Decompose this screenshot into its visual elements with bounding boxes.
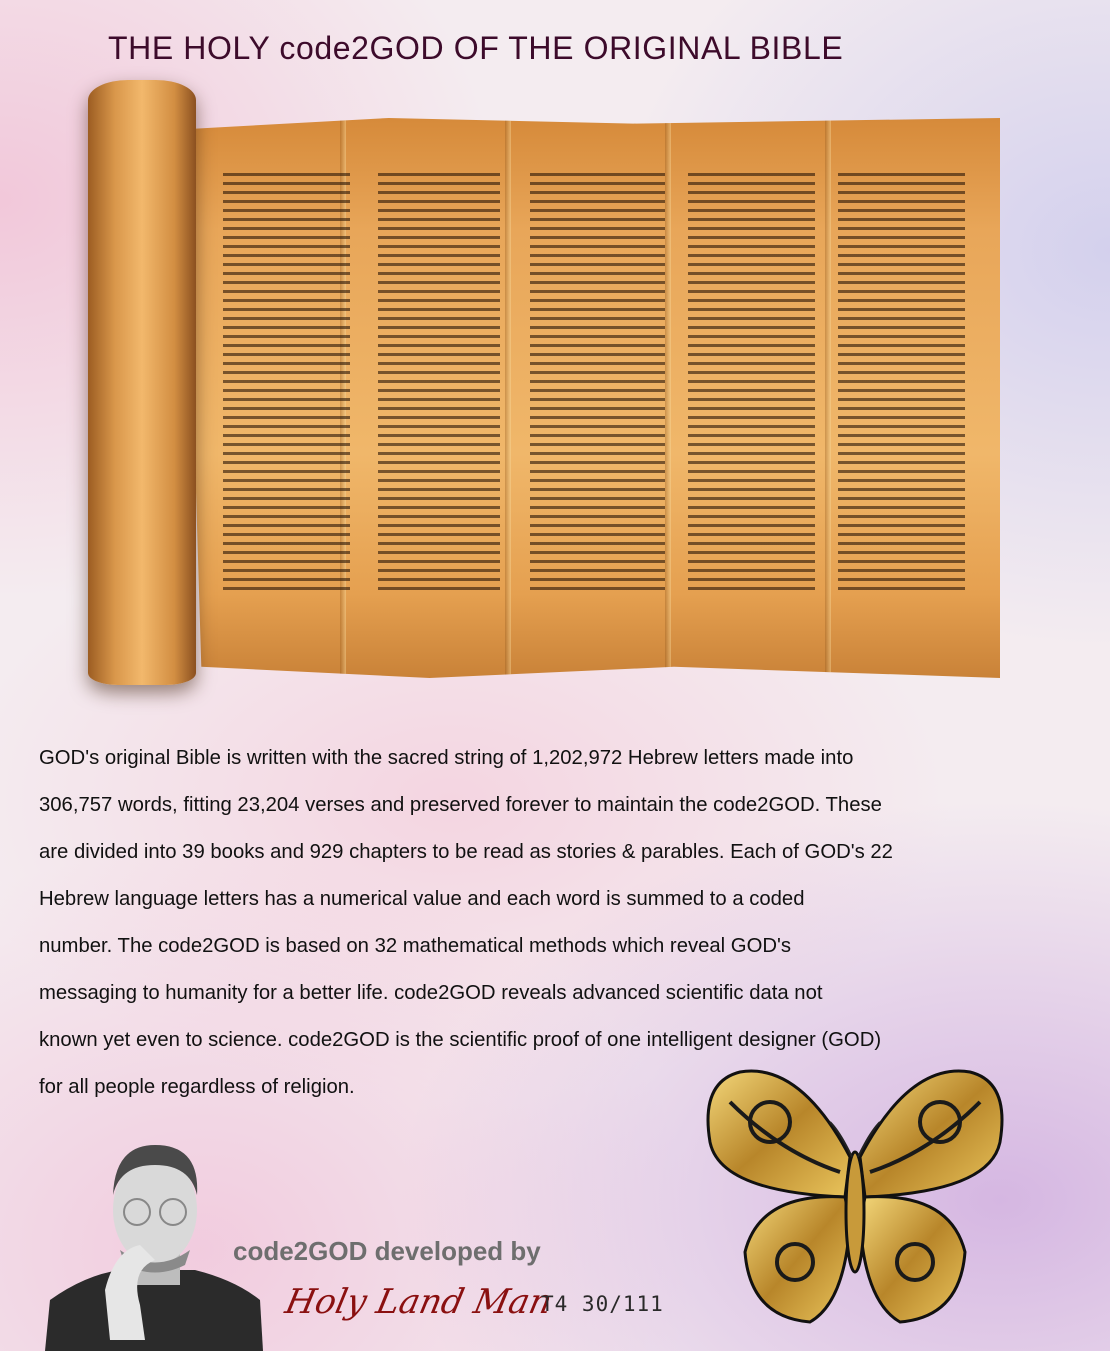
author-signature: Holy Land Man [281,1282,556,1322]
page-title: THE HOLY code2GOD OF THE ORIGINAL BIBLE [108,30,844,66]
paragraph-line: for all people regardless of religion. [39,1076,355,1098]
paragraph-line: known yet even to science. code2GOD is the scientific proof of one intelligent designer (GOD) [39,1029,882,1051]
paragraph-line: GOD's original Bible is written with the sacred string of 1,202,972 Hebrew letters made into [39,747,854,769]
paragraph-line: number. The code2GOD is based on 32 mathematical methods which reveal GOD's [39,935,792,957]
page-code: T4 30/111 [541,1292,664,1316]
paragraph-line: are divided into 39 books and 929 chapters to be read as stories & parables. Each of GOD's 22 [39,841,893,863]
scroll-parchment [185,118,1000,678]
paragraph-line: messaging to humanity for a better life. code2GOD reveals advanced scientific data not [39,982,823,1004]
torah-scroll-image [85,80,1005,690]
butterfly-illustration [700,1062,1010,1327]
paragraph-line: 306,757 words, fitting 23,204 verses and preserved forever to maintain the code2GOD. These [39,794,882,816]
developed-by-label: code2GOD developed by [233,1236,541,1266]
description-paragraph [39,735,893,1111]
scroll-roll [88,80,196,685]
paragraph-line: Hebrew language letters has a numerical value and each word is summed to a coded [39,888,805,910]
author-portrait [45,1140,263,1351]
